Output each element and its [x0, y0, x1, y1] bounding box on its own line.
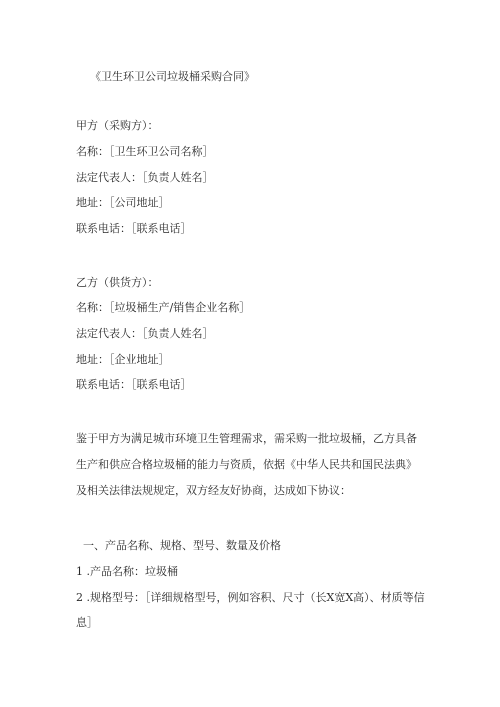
- party-b-name: 名称：［垃圾桶生产/销售企业名称］: [76, 301, 251, 314]
- party-b-legal-rep: 法定代表人：［负责人姓名］: [76, 327, 214, 340]
- section-1-item-2-line-2: 息］: [76, 616, 98, 629]
- party-b-phone: 联系电话：［联系电话］: [76, 378, 192, 391]
- party-a-heading: 甲方（采购方）：: [76, 119, 159, 132]
- section-1-item-1: 1 .产品名称：垃圾桶: [76, 565, 178, 578]
- party-a-phone: 联系电话：［联系电话］: [76, 222, 192, 235]
- section-1-item-2-line-1: 2 .规格型号：［详细规格型号，例如容积、尺寸（长X宽X高）、材质等信: [76, 591, 425, 604]
- preamble-paragraph: 鉴于甲方为满足城市环境卫生管理需求，需采购一批垃圾桶，乙方具备生产和供应合格垃圾桶的能力与资质，依据《中华人民共和国民法典》及相关法律法规规定，双方经友好协商，达成如下协议：: [76, 432, 417, 497]
- document-title: 《卫生环卫公司垃圾桶采购合同》: [90, 70, 255, 83]
- party-b-heading: 乙方（供货方）：: [76, 276, 159, 289]
- party-a-name: 名称：［卫生环卫公司名称］: [76, 145, 214, 158]
- section-1-heading: 一、产品名称、规格、型号、数量及价格: [83, 539, 281, 552]
- party-b-address: 地址：［企业地址］: [76, 353, 170, 366]
- party-a-address: 地址：［公司地址］: [76, 196, 170, 209]
- party-a-legal-rep: 法定代表人：［负责人姓名］: [76, 171, 214, 184]
